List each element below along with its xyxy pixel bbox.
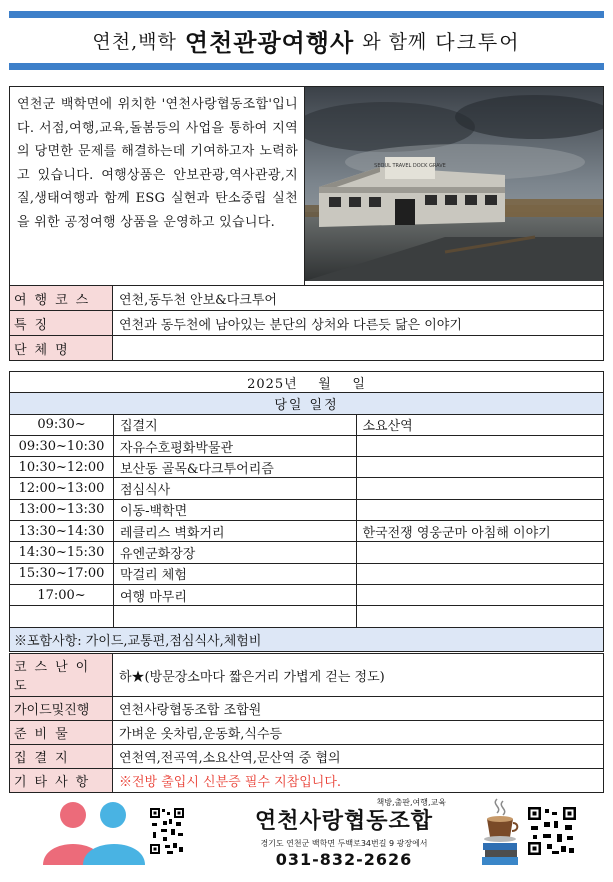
schedule-activity: 레클리스 벽화거리	[113, 521, 356, 542]
schedule-time: 15:30~17:00	[10, 563, 114, 584]
qr-code-icon-2[interactable]	[527, 806, 577, 856]
building-photo	[305, 87, 604, 286]
schedule-activity: 점심식사	[113, 478, 356, 499]
schedule-activity: 유엔군화장장	[113, 542, 356, 563]
feature-value: 연천과 동두천에 남아있는 분단의 상처와 다른듯 닮은 이야기	[113, 311, 604, 336]
meeting-point-value: 연천역,전곡역,소요산역,문산역 중 협의	[113, 745, 604, 769]
table-row	[10, 478, 604, 499]
supplies-value: 가벼운 옷차림,운동화,식수등	[113, 721, 604, 745]
schedule-activity: 집결지	[113, 414, 356, 435]
included-note: ※포함사항: 가이드,교통편,점심식사,체험비	[10, 627, 604, 651]
schedule-time	[10, 606, 114, 627]
schedule-time: 09:30~10:30	[10, 435, 114, 456]
photo-sign-text: SEOUL TRAVEL DOCK GRAVE	[374, 163, 446, 169]
schedule-time: 13:30~14:30	[10, 521, 114, 542]
group-name-value[interactable]	[113, 336, 604, 361]
schedule-note	[356, 457, 604, 478]
schedule-date-header: 2025년 월 일	[10, 372, 604, 393]
schedule-time: 09:30~	[10, 414, 114, 435]
org-address: 경기도 연천군 백학면 두백로34번길 9 광장에서	[260, 839, 428, 848]
title-brand: 연천관광여행사	[184, 28, 355, 57]
supplies-label: 준비물	[10, 721, 113, 745]
difficulty-value: 하★(방문장소마다 짧은거리 가볍게 걷는 정도)	[113, 654, 604, 697]
intro-text: 연천군 백학면에 위치한 '연천사랑협동조합'입니다. 서점,여행,교육,돌봄등의 사업을 통하여 지역의 당면한 문제를 해결하는데 기여하고자 노력하고 있습니다. 여행상품은 안보관광,역사관광,지질,생태여행과 함께 ESG 실현과 탄소중립 실천을 위한 공정여행 상품을 운영하고 있습니다.	[10, 87, 305, 286]
etc-label: 기타사항	[10, 769, 113, 793]
schedule-activity: 이동-백학면	[113, 499, 356, 520]
guide-label: 가이드및진행	[10, 697, 113, 721]
page-title	[9, 18, 604, 63]
title-prefix: 연천,백학	[92, 31, 177, 53]
title-top-bar	[9, 11, 604, 18]
feature-label: 특징	[10, 311, 113, 336]
org-name: 연천사랑협동조합	[254, 809, 434, 834]
org-tagline: 책방,출판,여행,교육	[376, 798, 446, 807]
people-icon	[41, 801, 147, 865]
table-row	[10, 499, 604, 520]
schedule-activity: 자유수호평화박물관	[113, 435, 356, 456]
course-value: 연천,동두천 안보&다크투어	[113, 286, 604, 311]
schedule-time: 13:00~13:30	[10, 499, 114, 520]
schedule-activity: 막걸리 체험	[113, 563, 356, 584]
schedule-note	[356, 478, 604, 499]
schedule-note: 한국전쟁 영웅군마 아침해 이야기	[356, 521, 604, 542]
schedule-note	[356, 584, 604, 605]
group-name-label: 단체명	[10, 336, 113, 361]
table-row	[10, 521, 604, 542]
intro-table	[9, 86, 604, 361]
schedule-table	[9, 371, 604, 652]
schedule-time: 12:00~13:00	[10, 478, 114, 499]
title-bottom-bar	[9, 63, 604, 70]
schedule-note	[356, 606, 604, 627]
guide-value: 연천사랑협동조합 조합원	[113, 697, 604, 721]
difficulty-label: 코스난이도	[10, 654, 113, 697]
schedule-sub-header: 당일 일정	[10, 393, 604, 414]
info-table	[9, 653, 604, 793]
footer	[9, 793, 604, 873]
schedule-note	[356, 563, 604, 584]
title-suffix: 다크투어	[435, 30, 521, 54]
table-row	[10, 542, 604, 563]
schedule-time: 10:30~12:00	[10, 457, 114, 478]
table-row	[10, 563, 604, 584]
schedule-activity	[113, 606, 356, 627]
meeting-point-label: 집결지	[10, 745, 113, 769]
schedule-note	[356, 435, 604, 456]
table-row	[10, 457, 604, 478]
org-info	[234, 797, 454, 869]
etc-value: ※전방 출입시 신분증 필수 지참입니다.	[113, 769, 604, 793]
schedule-activity: 보산동 골목&다크투어리즘	[113, 457, 356, 478]
course-label: 여행코스	[10, 286, 113, 311]
table-row	[10, 435, 604, 456]
schedule-note	[356, 499, 604, 520]
schedule-time: 14:30~15:30	[10, 542, 114, 563]
table-row	[10, 414, 604, 435]
abandoned-building-image	[305, 87, 603, 281]
schedule-activity: 여행 마무리	[113, 584, 356, 605]
schedule-time: 17:00~	[10, 584, 114, 605]
table-row	[10, 606, 604, 627]
org-phone[interactable]: 031-832-2626	[275, 850, 413, 869]
title-with: 와 함께	[362, 31, 428, 53]
table-row	[10, 584, 604, 605]
schedule-note: 소요산역	[356, 414, 604, 435]
qr-code-icon[interactable]	[149, 807, 185, 855]
coffee-books-icon	[477, 797, 521, 867]
schedule-note	[356, 542, 604, 563]
